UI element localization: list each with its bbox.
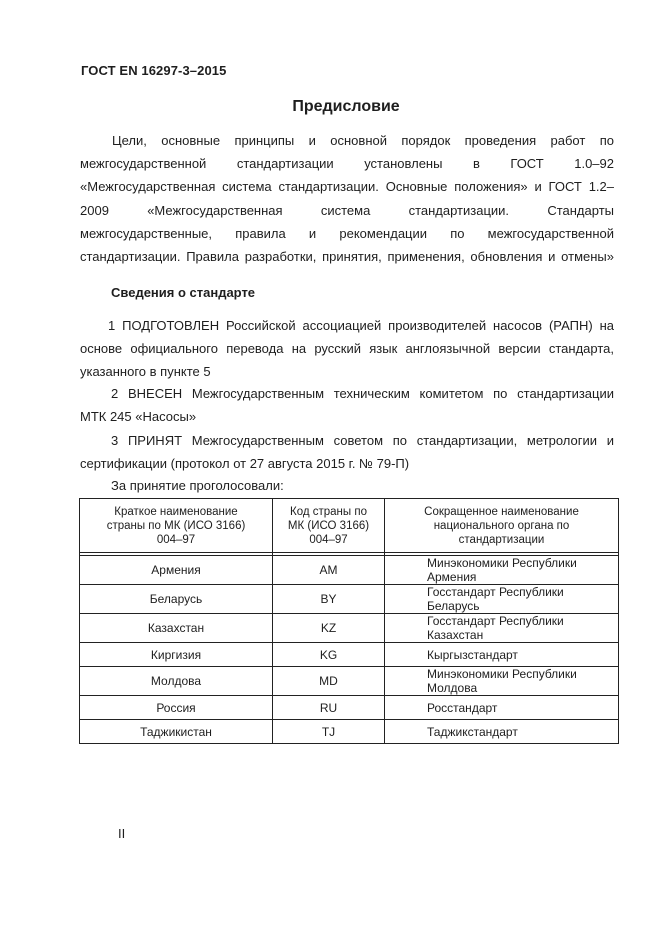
country-name-cell: Киргизия bbox=[80, 643, 273, 667]
country-code-cell: KZ bbox=[273, 614, 385, 643]
country-name-cell: Беларусь bbox=[80, 585, 273, 614]
country-name-cell: Казахстан bbox=[80, 614, 273, 643]
country-code-cell: TJ bbox=[273, 720, 385, 744]
item-3-line: 3 ПРИНЯТ Межгосударственным советом по стандартизации, метрологии и bbox=[111, 433, 614, 448]
item-1-paragraph bbox=[80, 314, 614, 384]
voted-label: За принятие проголосовали: bbox=[111, 478, 284, 493]
page-number: II bbox=[118, 826, 126, 841]
header-country-name: Краткое наименование страны по МК (ИСО 3166) 004–97 bbox=[80, 499, 273, 553]
table-row bbox=[80, 614, 619, 643]
item-2-line: 2 ВНЕСЕН Межгосударственным техническим комитетом по стандартизации bbox=[111, 386, 614, 401]
item-1-line: указанного в пункте 5 bbox=[80, 364, 211, 380]
item-1-line: 1 ПОДГОТОВЛЕН Российской ассоциацией производителей насосов (РАПН) на bbox=[108, 318, 614, 333]
table-row bbox=[80, 585, 619, 614]
country-name-cell: Россия bbox=[80, 696, 273, 720]
document-id: ГОСТ EN 16297-3–2015 bbox=[81, 63, 227, 78]
item-2-paragraph bbox=[80, 382, 614, 428]
standards-body-cell: Таджикстандарт bbox=[385, 720, 619, 744]
country-code-cell: AM bbox=[273, 556, 385, 585]
intro-line: 2009 «Межгосударственная система стандартизации. Стандарты bbox=[80, 202, 614, 218]
countries-table bbox=[79, 498, 619, 744]
item-1-line: основе официального перевода на русский язык англоязычной версии стандарта, bbox=[80, 341, 614, 357]
table-row bbox=[80, 667, 619, 696]
item-3-line: сертификации (протокол от 27 августа 2015 г. № 79-П) bbox=[80, 456, 410, 472]
page-title: Предисловие bbox=[292, 98, 400, 115]
intro-line: межгосударственные, правила и рекомендации по межгосударственной bbox=[80, 225, 614, 241]
standards-body-cell: Госстандарт Республики Беларусь bbox=[385, 585, 619, 614]
intro-line: межгосударственной стандартизации установлены в ГОСТ 1.0–92 bbox=[80, 156, 614, 172]
intro-line: Цели, основные принципы и основной порядок проведения работ по bbox=[112, 133, 614, 148]
table-row bbox=[80, 696, 619, 720]
standards-body-cell: Минэкономики Республики Молдова bbox=[385, 667, 619, 696]
intro-line: стандартизации. Правила разработки, принятия, применения, обновления и отмены» bbox=[80, 249, 614, 265]
table-row bbox=[80, 643, 619, 667]
country-name-cell: Армения bbox=[80, 556, 273, 585]
section-heading: Сведения о стандарте bbox=[111, 285, 256, 300]
standards-body-cell: Минэкономики Республики Армения bbox=[385, 556, 619, 585]
country-code-cell: RU bbox=[273, 696, 385, 720]
item-3-paragraph bbox=[80, 429, 614, 475]
intro-line: «Межгосударственная система стандартизации. Основные положения» и ГОСТ 1.2– bbox=[80, 179, 614, 195]
item-2-line: МТК 245 «Насосы» bbox=[80, 409, 197, 425]
table-header-row bbox=[80, 499, 619, 553]
standards-body-cell: Кыргызстандарт bbox=[385, 643, 619, 667]
intro-paragraph bbox=[80, 129, 614, 268]
standards-body-cell: Росстандарт bbox=[385, 696, 619, 720]
table-row bbox=[80, 556, 619, 585]
country-name-cell: Молдова bbox=[80, 667, 273, 696]
country-code-cell: BY bbox=[273, 585, 385, 614]
country-name-cell: Таджикистан bbox=[80, 720, 273, 744]
standards-body-cell: Госстандарт Республики Казахстан bbox=[385, 614, 619, 643]
header-standards-body: Сокращенное наименование национального органа по стандартизации bbox=[385, 499, 619, 553]
country-code-cell: KG bbox=[273, 643, 385, 667]
table-row bbox=[80, 720, 619, 744]
header-country-code: Код страны по МК (ИСО 3166) 004–97 bbox=[273, 499, 385, 553]
country-code-cell: MD bbox=[273, 667, 385, 696]
